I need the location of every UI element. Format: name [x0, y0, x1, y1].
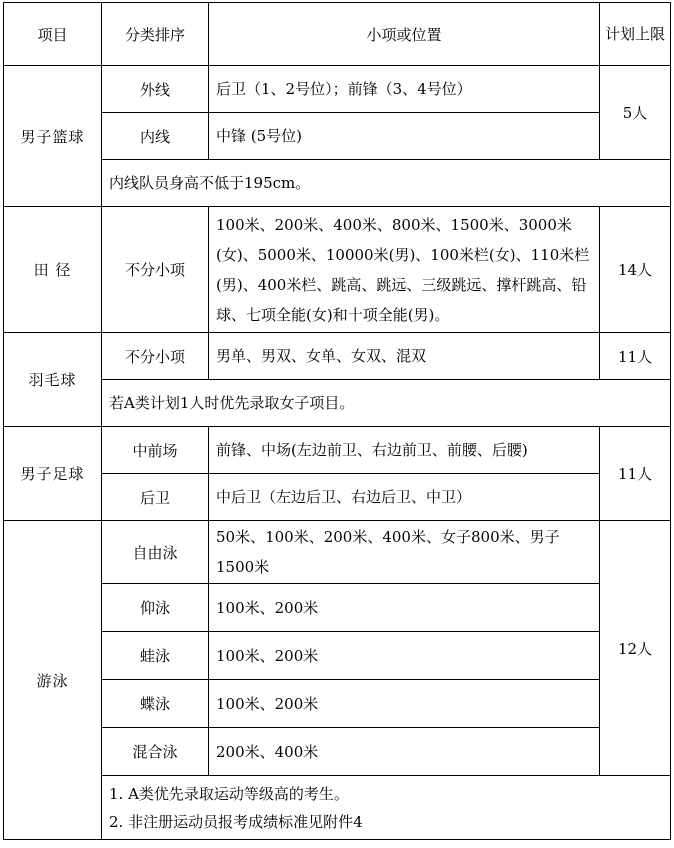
category-cell: 不分小项: [102, 333, 209, 380]
sport-swimming: 游泳: [4, 521, 102, 840]
category-cell: 蛙泳: [102, 632, 209, 680]
note-line-2: 2. 非注册运动员报考成绩标准见附件4: [109, 812, 363, 831]
sport-track: 田 径: [4, 207, 102, 333]
limit-badminton: 11人: [600, 333, 671, 380]
limit-swimming: 12人: [600, 521, 671, 776]
event-cell: 中锋 (5号位): [209, 113, 600, 160]
event-cell: 200米、400米: [209, 728, 600, 776]
table-row: [4, 584, 671, 632]
limit-basketball: 5人: [600, 66, 671, 160]
header-limit: 计划上限: [600, 3, 671, 66]
header-item: 项目: [4, 3, 102, 66]
table-row: [4, 427, 671, 474]
limit-track: 14人: [600, 207, 671, 333]
note-badminton: 若A类计划1人时优先录取女子项目。: [102, 380, 671, 427]
note-line-1: 1. A类优先录取运动等级高的考生。: [109, 784, 349, 803]
table-row: [4, 680, 671, 728]
header-category: 分类排序: [102, 3, 209, 66]
table-row: [4, 728, 671, 776]
event-cell: 100米、200米: [209, 680, 600, 728]
note-row: [4, 776, 671, 840]
event-cell: 100米、200米: [209, 632, 600, 680]
event-cell: 100米、200米、400米、800米、1500米、3000米(女)、5000米、10000米(男)、100米栏(女)、110米栏(男)、400米栏、跳高、跳远、三级跳远、撑杆跳高、铅球、七项全能(女)和十项全能(男)。: [209, 207, 600, 333]
category-cell: 蝶泳: [102, 680, 209, 728]
table-row: [4, 333, 671, 380]
header-event: 小项或位置: [209, 3, 600, 66]
event-cell: 中后卫（左边后卫、右边后卫、中卫）: [209, 474, 600, 521]
category-cell: 不分小项: [102, 207, 209, 333]
event-cell: 男单、男双、女单、女双、混双: [209, 333, 600, 380]
category-cell: 后卫: [102, 474, 209, 521]
notes-swimming: [102, 776, 671, 840]
event-cell: 100米、200米: [209, 584, 600, 632]
note-row: [4, 160, 671, 207]
category-cell: 自由泳: [102, 521, 209, 584]
header-row: [4, 3, 671, 66]
category-cell: 仰泳: [102, 584, 209, 632]
event-cell: 前锋、中场(左边前卫、右边前卫、前腰、后腰): [209, 427, 600, 474]
table-row: [4, 66, 671, 113]
table-row: [4, 474, 671, 521]
event-cell: 50米、100米、200米、400米、女子800米、男子1500米: [209, 521, 600, 584]
table-row: [4, 113, 671, 160]
category-cell: 中前场: [102, 427, 209, 474]
event-cell: 后卫（1、2号位）；前锋（3、4号位）: [209, 66, 600, 113]
sport-football: 男子足球: [4, 427, 102, 521]
category-cell: 内线: [102, 113, 209, 160]
admission-plan-table: [3, 2, 671, 840]
note-basketball: 内线队员身高不低于195cm。: [102, 160, 671, 207]
table-row: [4, 632, 671, 680]
category-cell: 混合泳: [102, 728, 209, 776]
sport-basketball: 男子篮球: [4, 66, 102, 207]
table-row: [4, 521, 671, 584]
limit-football: 11人: [600, 427, 671, 521]
note-row: [4, 380, 671, 427]
table-row: [4, 207, 671, 333]
sport-badminton: 羽毛球: [4, 333, 102, 427]
category-cell: 外线: [102, 66, 209, 113]
